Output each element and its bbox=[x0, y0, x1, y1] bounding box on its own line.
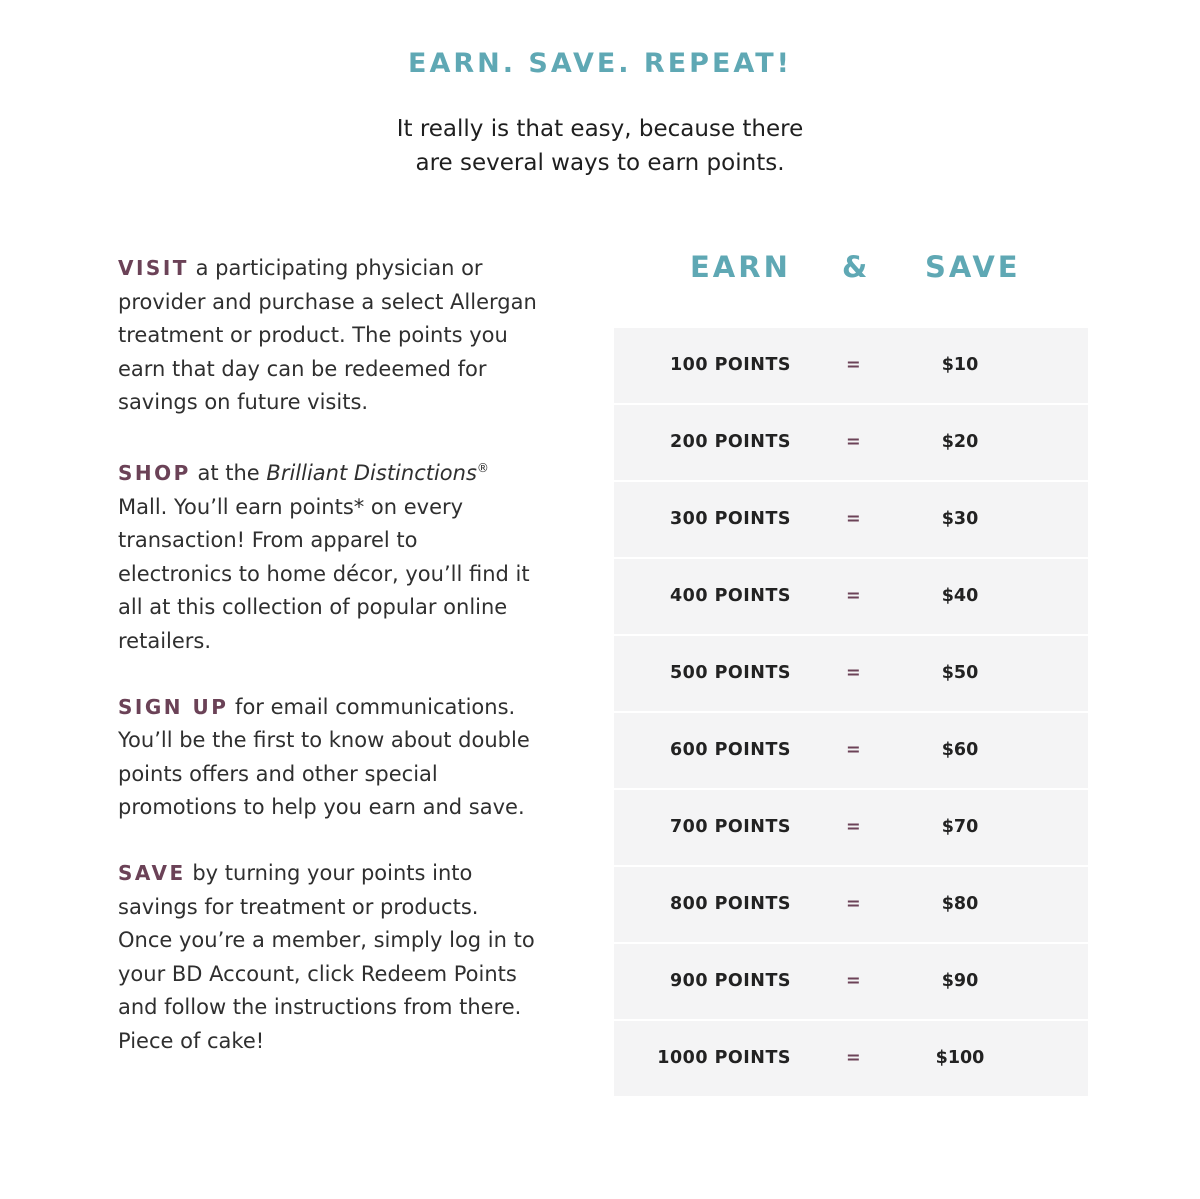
equals-sign: = bbox=[846, 894, 861, 914]
page-subtitle bbox=[350, 112, 850, 180]
equals-sign: = bbox=[846, 586, 861, 606]
points-cell: 600 POINTS bbox=[669, 740, 791, 760]
shop-text-after: Mall. You’ll earn points* on every transaction! From apparel to electronics to home décor, you’ll find it all at this collection of popular online retailers. bbox=[118, 494, 530, 653]
equals-sign: = bbox=[846, 509, 861, 529]
points-cell: 200 POINTS bbox=[669, 432, 791, 452]
value-cell: $20 bbox=[941, 432, 979, 452]
signup-keyword: SIGN UP bbox=[118, 694, 229, 719]
value-cell: $90 bbox=[941, 971, 979, 991]
equals-sign: = bbox=[846, 1048, 861, 1068]
points-cell: 100 POINTS bbox=[669, 355, 791, 375]
table-row bbox=[614, 944, 1088, 1019]
equals-sign: = bbox=[846, 663, 861, 683]
save-paragraph bbox=[118, 857, 538, 1059]
points-cell: 400 POINTS bbox=[669, 586, 791, 606]
points-cell: 700 POINTS bbox=[669, 817, 791, 837]
page-title: EARN. SAVE. REPEAT! bbox=[408, 48, 792, 79]
value-cell: $50 bbox=[941, 663, 979, 683]
visit-text: a participating physician or provider and purchase a select Allergan treatment or product. The points you earn that day can be redeemed for savings on future visits. bbox=[118, 256, 537, 415]
table-row bbox=[614, 867, 1088, 942]
signup-paragraph bbox=[118, 691, 538, 825]
points-cell: 500 POINTS bbox=[669, 663, 791, 683]
equals-sign: = bbox=[846, 432, 861, 452]
equals-sign: = bbox=[846, 817, 861, 837]
value-cell: $40 bbox=[941, 586, 979, 606]
points-table bbox=[614, 328, 1088, 1098]
value-cell: $80 bbox=[941, 894, 979, 914]
registered-mark: ® bbox=[476, 460, 489, 475]
shop-paragraph bbox=[118, 452, 538, 659]
points-cell: 1000 POINTS bbox=[657, 1048, 791, 1068]
table-row bbox=[614, 405, 1088, 480]
table-row bbox=[614, 328, 1088, 403]
save-text: by turning your points into savings for treatment or products. Once you’re a member, simply log in to your BD Account, click Redeem Points and follow the instructions from there. Piece of cake! bbox=[118, 860, 535, 1053]
table-row bbox=[614, 636, 1088, 711]
value-cell: $100 bbox=[935, 1048, 985, 1068]
points-cell: 800 POINTS bbox=[669, 894, 791, 914]
equals-sign: = bbox=[846, 355, 861, 375]
signup-text: for email communications. You’ll be the first to know about double points offers and other special promotions to help you earn and save. bbox=[118, 694, 530, 820]
points-cell: 900 POINTS bbox=[669, 971, 791, 991]
equals-sign: = bbox=[846, 740, 861, 760]
visit-paragraph bbox=[118, 252, 538, 420]
equals-sign: = bbox=[846, 971, 861, 991]
table-row bbox=[614, 482, 1088, 557]
earn-column-header: EARN bbox=[690, 250, 791, 284]
points-cell: 300 POINTS bbox=[669, 509, 791, 529]
save-column-header: SAVE bbox=[925, 250, 1021, 284]
ampersand-header: & bbox=[842, 250, 871, 284]
subtitle-line-1: It really is that easy, because there bbox=[396, 116, 804, 142]
value-cell: $10 bbox=[941, 355, 979, 375]
ways-to-earn bbox=[118, 252, 538, 1090]
table-row bbox=[614, 790, 1088, 865]
shop-text-before: at the bbox=[190, 460, 267, 485]
shop-keyword: SHOP bbox=[118, 460, 191, 485]
table-row bbox=[614, 713, 1088, 788]
save-keyword: SAVE bbox=[118, 860, 186, 885]
visit-keyword: VISIT bbox=[118, 256, 189, 280]
table-row bbox=[614, 559, 1088, 634]
value-cell: $70 bbox=[941, 817, 979, 837]
subtitle-line-2: are several ways to earn points. bbox=[415, 150, 785, 176]
brand-name: Brilliant Distinctions bbox=[266, 460, 477, 485]
value-cell: $30 bbox=[941, 509, 979, 529]
table-row bbox=[614, 1021, 1088, 1096]
value-cell: $60 bbox=[941, 740, 979, 760]
